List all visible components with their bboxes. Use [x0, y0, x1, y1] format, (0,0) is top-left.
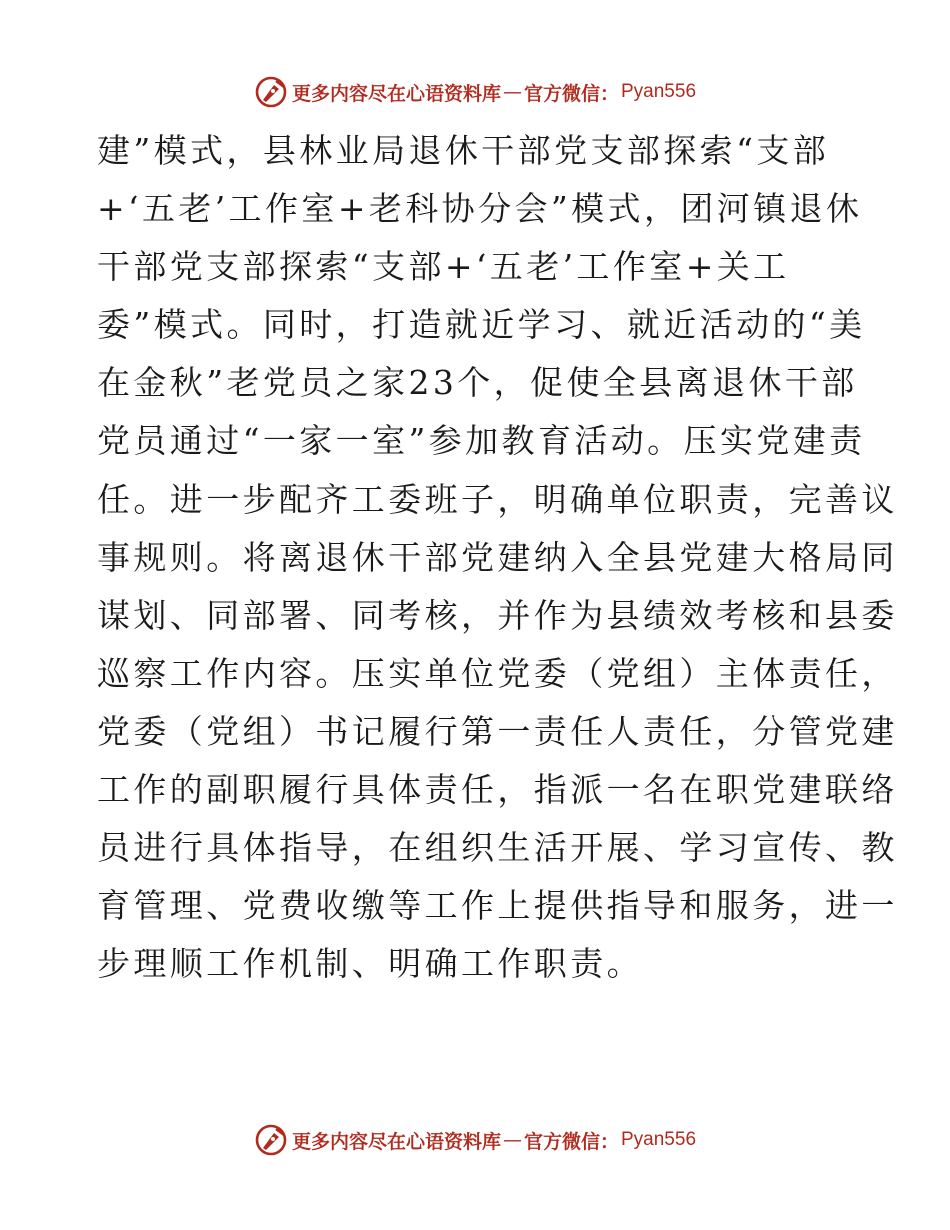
body-line: 党委（党组）书记履行第一责任人责任，分管党建 [97, 711, 898, 751]
banner-separator: — [502, 1129, 522, 1151]
body-line: 员进行具体指导，在组织生活开展、学习宣传、教 [97, 828, 898, 868]
body-line: 委”模式。同时，打造就近学习、就近活动的“美 [97, 305, 866, 345]
pen-nib-logo-icon [254, 1123, 288, 1157]
header-banner [0, 72, 950, 112]
body-line: 工作的副职履行具体责任，指派一名在职党建联络 [97, 770, 898, 810]
site-name: 更多内容尽在心语资料库 [291, 1130, 501, 1153]
wechat-id: Pyan556 [621, 1129, 697, 1150]
wechat-label: 官方微信： [523, 1130, 619, 1153]
body-line: 任。进一步配齐工委班子，明确单位职责，完善议 [97, 479, 898, 519]
body-line: 步理顺工作机制、明确工作职责。 [97, 944, 643, 984]
body-line: +‘五老’工作室+老科协分会”模式，团河镇退休 [97, 189, 863, 229]
site-name: 更多内容尽在心语资料库 [291, 82, 501, 105]
body-line: 育管理、党费收缴等工作上提供指导和服务，进一 [97, 886, 898, 926]
pen-nib-logo-icon [254, 75, 288, 109]
body-line: 在金秋”老党员之家23个，促使全县离退休干部 [97, 363, 858, 403]
wechat-label: 官方微信： [523, 82, 619, 105]
banner-separator: — [502, 81, 522, 103]
body-line: 干部党支部探索“支部+‘五老’工作室+关工 [97, 247, 790, 287]
body-line: 谋划、同部署、同考核，并作为县绩效考核和县委 [97, 595, 898, 635]
body-line: 事规则。将离退休干部党建纳入全县党建大格局同 [97, 537, 898, 577]
document-body [97, 122, 898, 993]
body-line: 党员通过“一家一室”参加教育活动。压实党建责 [97, 421, 866, 461]
wechat-id: Pyan556 [621, 81, 697, 102]
body-line: 巡察工作内容。压实单位党委（党组）主体责任， [97, 653, 898, 693]
footer-banner [0, 1120, 950, 1160]
body-line: 建”模式，县林业局退休干部党支部探索“支部 [97, 131, 830, 170]
